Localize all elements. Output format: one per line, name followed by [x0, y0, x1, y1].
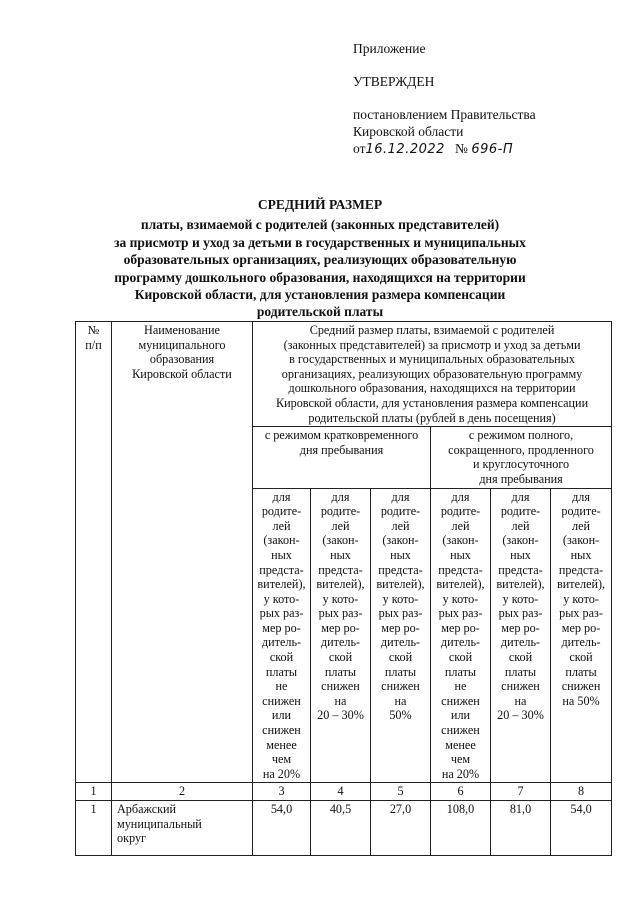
header-cell-line: ской [269, 650, 294, 665]
header-cell-line: рых раз- [559, 606, 603, 621]
header-cell-line: платы [444, 664, 477, 679]
header-cell-line: снижен [441, 723, 480, 738]
column-number: 8 [551, 783, 612, 801]
header-number-line: п/п [85, 337, 102, 352]
header-cell-line: родите- [561, 504, 601, 519]
header-cell-line: мер ро- [501, 620, 540, 635]
from-prefix: от [353, 141, 366, 156]
header-cell-line: платы [265, 664, 298, 679]
header-col-8 [551, 488, 612, 783]
header-cell-line: предста- [498, 562, 543, 577]
header-cell-line: предста- [438, 562, 483, 577]
header-cell-line: у кото- [502, 591, 539, 606]
decree-date: 16.12.2022 [365, 142, 445, 157]
header-cell-line: дитель- [320, 635, 361, 650]
header-cell-line: предста- [259, 562, 304, 577]
header-cell-line: дитель- [561, 635, 601, 650]
column-number: 3 [253, 783, 311, 801]
header-cell-line: ской [448, 650, 473, 665]
row-value: 54,0 [551, 801, 612, 856]
header-cell-line: ской [569, 650, 593, 665]
header-cell-line: снижен [262, 723, 301, 738]
header-col-6 [431, 488, 491, 783]
row-municipality-name-line: Арбажский [117, 802, 177, 816]
header-cell-line: ской [388, 650, 413, 665]
header-cell-line: на 50% [562, 693, 600, 708]
header-municipality-line: Наименование [144, 323, 220, 337]
header-cell-line: ных [570, 547, 592, 562]
header-cell-line: рых раз- [378, 606, 423, 621]
header-cell-line: мер ро- [262, 620, 301, 635]
title-line: программу дошкольного образования, находящихся на территории [114, 269, 526, 285]
header-average-fee [253, 322, 612, 427]
header-average-fee-line: дошкольного образования, находящихся на территории [288, 381, 576, 396]
header-cell-line: рых раз- [438, 606, 483, 621]
header-cell-line: для [511, 489, 530, 504]
header-cell-line: у кото- [442, 591, 479, 606]
header-cell-line: снижен [561, 679, 601, 694]
decree-date-line [353, 140, 613, 158]
header-cell-line: ных [330, 547, 351, 562]
header-col-4 [311, 488, 371, 783]
header-cell-line: на [394, 693, 407, 708]
header-short-stay-line: с режимом кратковременного [264, 428, 419, 443]
header-cell-line: предста- [378, 562, 423, 577]
header-cell-line: (закон- [442, 533, 479, 548]
header-average-fee-line: в государственных и муниципальных образовательных [289, 352, 575, 367]
header-average-fee-line: Кировской области, для установления размера компенсации [275, 395, 589, 410]
row-number: 1 [76, 801, 112, 856]
row-value: 108,0 [431, 801, 491, 856]
row-value: 54,0 [253, 801, 311, 856]
header-cell-line: дитель- [261, 635, 302, 650]
header-cell-line: лей [272, 518, 291, 533]
header-cell-line: у кото- [322, 591, 359, 606]
header-cell-line: на 20% [262, 766, 301, 781]
header-cell-line: родите- [440, 504, 481, 519]
header-cell-line: снижен [321, 679, 360, 694]
column-number: 2 [112, 783, 253, 801]
header-cell-line: родите- [380, 504, 421, 519]
header-short-stay [253, 427, 431, 488]
header-cell-line: ных [450, 547, 471, 562]
column-number: 1 [76, 783, 112, 801]
title-heading: СРЕДНИЙ РАЗМЕР [257, 197, 383, 212]
header-cell-line: вителей), [376, 577, 425, 592]
header-cell-line: у кото- [382, 591, 419, 606]
header-cell-line: вителей), [316, 577, 365, 592]
header-cell-line: предста- [318, 562, 363, 577]
header-average-fee-line: организациях, реализующих образовательную программу [281, 366, 583, 381]
header-col-5 [371, 488, 431, 783]
approval-block [353, 40, 613, 158]
header-full-stay-line: с режимом полного, [468, 428, 574, 443]
header-cell-line: дитель- [380, 635, 421, 650]
header-cell-line: рых раз- [318, 606, 363, 621]
header-cell-line: не [275, 679, 288, 694]
header-cell-line: платы [384, 664, 417, 679]
column-numbering-row [76, 783, 612, 801]
document-title [80, 196, 560, 321]
header-cell-line: менее [445, 737, 476, 752]
header-cell-line: лей [331, 518, 350, 533]
row-value: 27,0 [371, 801, 431, 856]
header-cell-line: вителей), [257, 577, 306, 592]
row-municipality-name-line: округ [117, 831, 147, 846]
header-col-3 [253, 488, 311, 783]
header-cell-line: вителей), [556, 577, 606, 592]
header-cell-line: дитель- [440, 635, 481, 650]
header-cell-line: мер ро- [321, 620, 360, 635]
header-cell-line: или [271, 708, 292, 723]
header-cell-line: снижен [381, 679, 420, 694]
header-cell-line: предста- [558, 562, 604, 577]
fee-table [75, 321, 612, 856]
header-cell-line: ных [510, 547, 531, 562]
row-municipality-name-line: муниципальный [117, 816, 202, 831]
header-cell-line: платы [504, 664, 537, 679]
header-cell-line: 20 – 30% [497, 708, 544, 723]
header-municipality-line: муниципального [138, 337, 226, 352]
header-cell-line: родите- [320, 504, 361, 519]
header-cell-line: дитель- [500, 635, 541, 650]
header-cell-line: (закон- [382, 533, 419, 548]
header-cell-line: снижен [501, 679, 540, 694]
header-cell-line: (закон- [263, 533, 300, 548]
header-cell-line: мер ро- [381, 620, 420, 635]
header-full-stay-line: сокращенного, продленного [448, 442, 594, 457]
header-cell-line: для [391, 489, 410, 504]
header-cell-line: лей [391, 518, 410, 533]
header-cell-line: платы [324, 664, 357, 679]
header-cell-line: родите- [261, 504, 302, 519]
header-full-stay [431, 427, 612, 488]
header-cell-line: для [272, 489, 291, 504]
header-cell-line: лей [451, 518, 470, 533]
header-cell-line: (закон- [562, 533, 600, 548]
title-line: образовательных организациях, реализующих образовательную [123, 252, 517, 268]
header-cell-line: ской [508, 650, 533, 665]
row-value: 40,5 [311, 801, 371, 856]
header-cell-line: для [451, 489, 470, 504]
header-full-stay-line: дня пребывания [479, 471, 563, 486]
decree-line-2: Кировской области [353, 124, 464, 139]
header-cell-line: 20 – 30% [317, 708, 364, 723]
header-cell-line: у кото- [263, 591, 300, 606]
header-full-stay-line: и круглосуточного [472, 457, 570, 472]
header-col-7 [491, 488, 551, 783]
header-average-fee-line: родительской платы (рублей в день посещения) [308, 410, 556, 425]
header-cell-line: менее [266, 737, 297, 752]
header-cell-line: на 20% [441, 766, 480, 781]
header-cell-line: снижен [262, 693, 301, 708]
row-value: 81,0 [491, 801, 551, 856]
row-municipality-name [112, 801, 253, 856]
column-number: 7 [491, 783, 551, 801]
column-number: 4 [311, 783, 371, 801]
approved-label: УТВЕРЖДЕН [353, 74, 435, 89]
header-cell-line: рых раз- [498, 606, 543, 621]
header-cell-line: чем [450, 752, 471, 767]
appendix-label: Приложение [353, 41, 426, 56]
header-cell-line: снижен [441, 693, 480, 708]
header-cell-line: (закон- [322, 533, 359, 548]
header-average-fee-line: (законных представителей) за присмотр и уход за детьми [283, 337, 581, 352]
header-cell-line: родите- [500, 504, 541, 519]
header-cell-line: на [334, 693, 347, 708]
header-cell-line: чем [271, 752, 292, 767]
table-row [76, 801, 612, 856]
title-line: за присмотр и уход за детьми в государственных и муниципальных [114, 234, 526, 250]
header-cell-line: мер ро- [441, 620, 480, 635]
header-municipality [112, 322, 253, 783]
column-number: 6 [431, 783, 491, 801]
header-municipality-line: образования [149, 352, 215, 367]
header-cell-line: ных [271, 547, 292, 562]
header-municipality-line: Кировской области [132, 366, 232, 381]
header-cell-line: мер ро- [561, 620, 601, 635]
title-line: родительской платы [256, 304, 384, 320]
header-row-1 [76, 322, 612, 427]
header-cell-line: для [331, 489, 350, 504]
header-cell-line: вителей), [496, 577, 545, 592]
decree-number: 696-П [471, 142, 514, 157]
header-cell-line: не [454, 679, 467, 694]
header-cell-line: (закон- [502, 533, 539, 548]
header-cell-line: вителей), [436, 577, 485, 592]
header-cell-line: лей [511, 518, 530, 533]
number-prefix: № [455, 141, 468, 156]
header-cell-line: или [450, 708, 471, 723]
header-number [76, 322, 112, 783]
header-cell-line: для [572, 489, 590, 504]
header-cell-line: 50% [389, 708, 412, 723]
header-average-fee-line: Средний размер платы, взимаемой с родителей [309, 323, 555, 337]
header-cell-line: лей [572, 518, 591, 533]
decree-line-1: постановлением Правительства [353, 107, 536, 122]
header-cell-line: на [514, 693, 527, 708]
header-cell-line: платы [565, 664, 597, 679]
header-short-stay-line: дня пребывания [299, 442, 384, 457]
header-cell-line: рых раз- [259, 606, 304, 621]
header-cell-line: ской [328, 650, 353, 665]
title-line: платы, взимаемой с родителей (законных представителей) [140, 217, 500, 233]
header-cell-line: у кото- [563, 591, 599, 606]
title-line: Кировской области, для установления размера компенсации [134, 287, 506, 303]
column-number: 5 [371, 783, 431, 801]
header-cell-line: ных [390, 547, 411, 562]
header-number-line: № [87, 323, 100, 337]
